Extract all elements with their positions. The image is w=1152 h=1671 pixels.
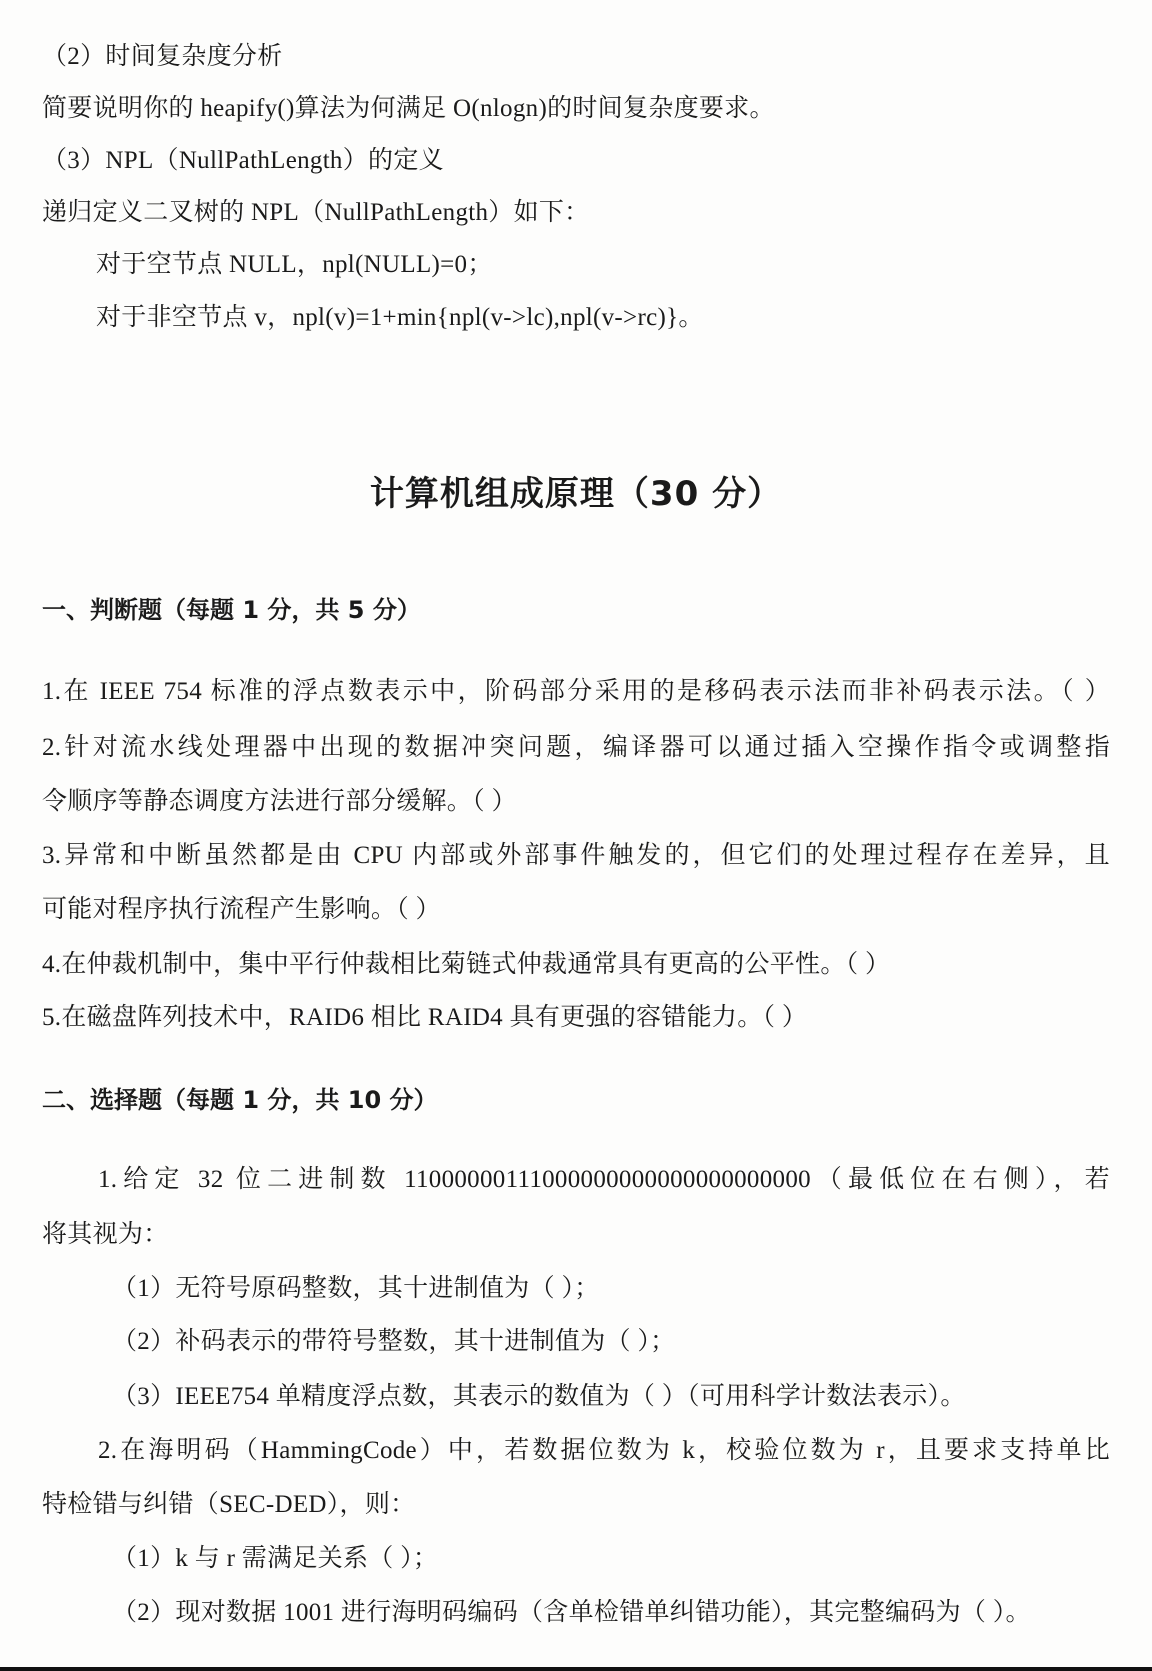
tf-question-1: 1.在 IEEE 754 标准的浮点数表示中，阶码部分采用的是移码表示法而非补码表示法。（ ）	[42, 678, 1110, 705]
tf-question-3-line1: 3.异常和中断虽然都是由 CPU 内部或外部事件触发的，但它们的处理过程存在差异，且	[42, 842, 1110, 869]
npl-null-definition: 对于空节点 NULL，npl(NULL)=0；	[96, 251, 493, 278]
subquestion-2-body: 简要说明你的 heapify()算法为何满足 O(nlogn)的时间复杂度要求。	[42, 95, 775, 122]
tf-question-5: 5.在磁盘阵列技术中，RAID6 相比 RAID4 具有更强的容错能力。（ ）	[42, 1004, 808, 1031]
choice-question-1-line1: 1.给定 32 位二进制数 11000000111000000000000000000000（最低位在右侧），若	[98, 1166, 1110, 1193]
subquestion-2-title: （2）时间复杂度分析	[42, 43, 283, 70]
part1-heading: 一、判断题（每题 1 分，共 5 分）	[42, 596, 421, 624]
choice-question-1-option-2: （2）补码表示的带符号整数，其十进制值为（ ）；	[112, 1328, 676, 1355]
choice-question-1-line2: 将其视为：	[42, 1221, 169, 1248]
part2-heading: 二、选择题（每题 1 分，共 10 分）	[42, 1086, 438, 1114]
choice-question-2-line2: 特检错与纠错（SEC-DED），则：	[42, 1491, 416, 1518]
subquestion-3-title: （3）NPL（NullPathLength）的定义	[42, 147, 444, 174]
tf-question-2-line2: 令顺序等静态调度方法进行部分缓解。（ ）	[42, 788, 517, 815]
choice-question-2-option-2: （2）现对数据 1001 进行海明码编码（含单检错单纠错功能），其完整编码为（ ）。	[112, 1599, 1031, 1626]
subquestion-3-body: 递归定义二叉树的 NPL（NullPathLength）如下：	[42, 199, 590, 226]
choice-question-2-option-1: （1）k 与 r 需满足关系（ ）；	[112, 1545, 439, 1572]
tf-question-3-line2: 可能对程序执行流程产生影响。（ ）	[42, 896, 441, 923]
tf-question-4: 4.在仲裁机制中，集中平行仲裁相比菊链式仲裁通常具有更高的公平性。（ ）	[42, 951, 891, 978]
section-title: 计算机组成原理（30 分）	[369, 474, 783, 514]
choice-question-1-option-1: （1）无符号原码整数，其十进制值为（ ）；	[112, 1275, 600, 1302]
page-bottom-border	[0, 1667, 1152, 1671]
tf-question-2-line1: 2.针对流水线处理器中出现的数据冲突问题，编译器可以通过插入空操作指令或调整指	[42, 734, 1110, 761]
npl-nonnull-definition: 对于非空节点 v，npl(v)=1+min{npl(v->lc),npl(v->rc)}。	[96, 304, 704, 331]
choice-question-1-option-3: （3）IEEE754 单精度浮点数，其表示的数值为（ ）（可用科学计数法表示）。	[112, 1383, 966, 1410]
choice-question-2-line1: 2.在海明码（HammingCode）中，若数据位数为 k，校验位数为 r，且要求支持单比	[98, 1437, 1110, 1464]
